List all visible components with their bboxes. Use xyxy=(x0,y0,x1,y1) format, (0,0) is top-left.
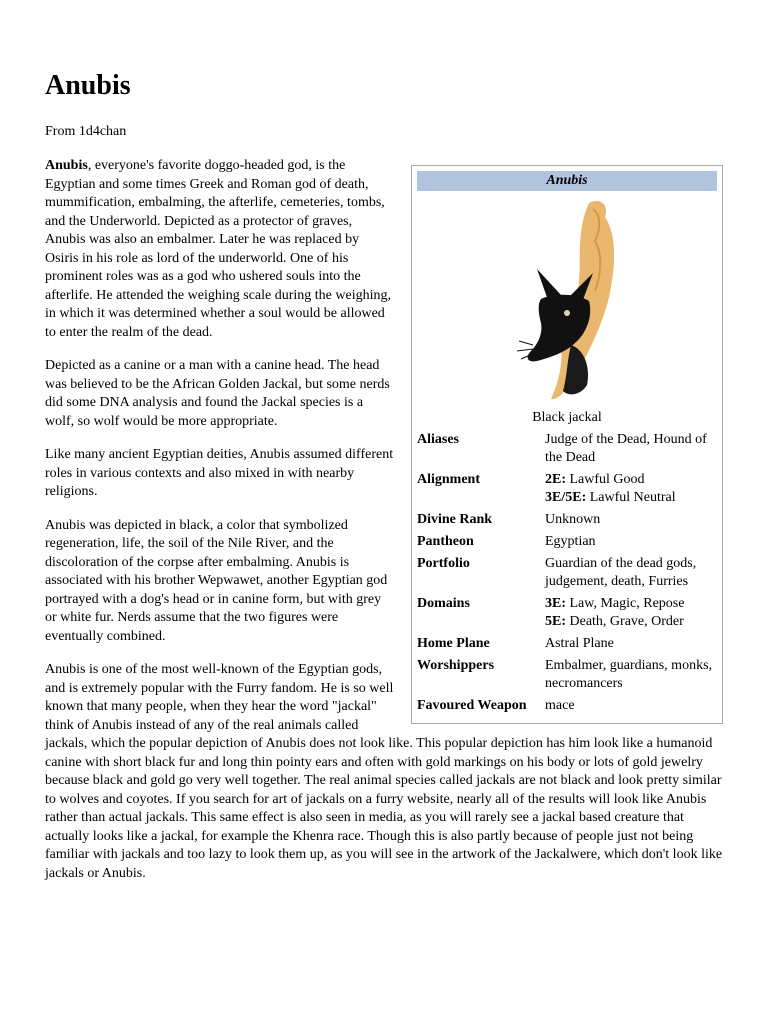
row-value: Egyptian xyxy=(545,534,596,549)
row-label: Alignment xyxy=(417,472,480,487)
infobox-row-alignment xyxy=(417,469,717,509)
paragraph-text: , everyone's favorite doggo-headed god, is the Egyptian and some times Greek and Roman god of death, mummification, embalming, the afterlife, cemeteries, tombs, and the Underworld. Depicted as a protector of graves, Anubis was also an embalmer. Later he was replaced by Osiris in his role as lord of the underworld. One of his prominent roles was as a god who ushered souls into the afterlife. He attended the weighing scale during the weighing, in which it was determined whether a soul would be allowed to enter the realm of the dead. xyxy=(45,158,391,340)
infobox-table xyxy=(417,429,717,717)
infobox-row-worshippers xyxy=(417,655,717,695)
row-label: Pantheon xyxy=(417,534,474,549)
edition-label: 5E: xyxy=(545,614,566,629)
infobox-row-pantheon xyxy=(417,531,717,553)
infobox-row-aliases xyxy=(417,429,717,469)
infobox-row-domains xyxy=(417,593,717,633)
paragraph: Depicted as a canine or a man with a canine head. The head was believed to be the African Golden Jackal, but some nerds did some DNA analysis and found the Jackal species is a wolf, so wolf would be more appropriate. xyxy=(45,358,390,429)
edition-label: 3E: xyxy=(545,596,566,611)
row-value: Guardian of the dead gods, judgement, death, Furries xyxy=(545,556,697,589)
paragraph: Anubis is one of the most well-known of the Egyptian gods, and is extremely popular with the Furry fandom. He is so well known that many people, when they hear the word "jackal" think of Anubis instead of any of the real animals called jackals, which the popular depiction of Anubis does not look like. This popular depiction has him look like a humanoid canine with short black fur and long thin pointy ears and often with gold markings on his body or lots of gold jewelry because black and gold go very well together. The real animal species called jackals are not black and look pretty similar to wolves and coyotes. If you search for art of jackals on a furry website, nearly all of the results will look like Anubis rather than actual jackals. This same effect is also seen in media, as you will rarely see a jackal based creature that actually looks like a jackal, for example the Khenra race. Though this is also partly because of people just not being familiar with jackals and too lazy to look them up, as you will see in the artwork of the Jackalwere, which don't look like jackals or Anubis. xyxy=(45,662,723,881)
edition-value: Death, Grave, Order xyxy=(566,614,684,629)
lead-term: Anubis xyxy=(45,158,88,173)
paragraph: Like many ancient Egyptian deities, Anubis assumed different roles in various contexts and also mixed in with nearby religions. xyxy=(45,447,394,499)
row-value: Embalmer, guardians, monks, necromancers xyxy=(545,658,713,691)
row-label: Divine Rank xyxy=(417,512,493,527)
row-value: Judge of the Dead, Hound of the Dead xyxy=(545,432,707,465)
edition-value: Law, Magic, Repose xyxy=(566,596,685,611)
row-value xyxy=(545,593,717,633)
row-label: Favoured Weapon xyxy=(417,698,527,713)
infobox-row-portfolio xyxy=(417,553,717,593)
row-value: mace xyxy=(545,698,575,713)
edition-value: Lawful Good xyxy=(566,472,645,487)
infobox-caption: Black jackal xyxy=(532,410,602,425)
source-line: From 1d4chan xyxy=(45,124,127,139)
article-body xyxy=(45,157,723,898)
row-label: Aliases xyxy=(417,432,459,447)
row-value xyxy=(545,469,717,509)
infobox-row-divine-rank xyxy=(417,509,717,531)
infobox-row-favoured-weapon xyxy=(417,695,717,717)
black-jackal-image xyxy=(497,195,637,405)
row-label: Home Plane xyxy=(417,636,490,651)
row-value: Unknown xyxy=(545,512,601,527)
edition-value: Lawful Neutral xyxy=(586,490,676,505)
row-value: Astral Plane xyxy=(545,636,614,651)
row-label: Domains xyxy=(417,596,470,611)
row-label: Worshippers xyxy=(417,658,495,673)
row-label: Portfolio xyxy=(417,556,470,571)
paragraph: Anubis was depicted in black, a color that symbolized regeneration, life, the soil of the Nile River, and the discoloration of the corpse after embalming. Anubis is associated with his brother Wepwawet, another Egyptian god portrayed with a dog's head or in canine form, but with grey or white fur. Nerds assume that the two figures were eventually combined. xyxy=(45,517,388,644)
infobox-row-home-plane xyxy=(417,633,717,655)
edition-label: 2E: xyxy=(545,472,566,487)
infobox xyxy=(411,165,723,724)
page-title: Anubis xyxy=(45,70,131,101)
infobox-title: Anubis xyxy=(417,171,717,191)
edition-label: 3E/5E: xyxy=(545,490,587,505)
